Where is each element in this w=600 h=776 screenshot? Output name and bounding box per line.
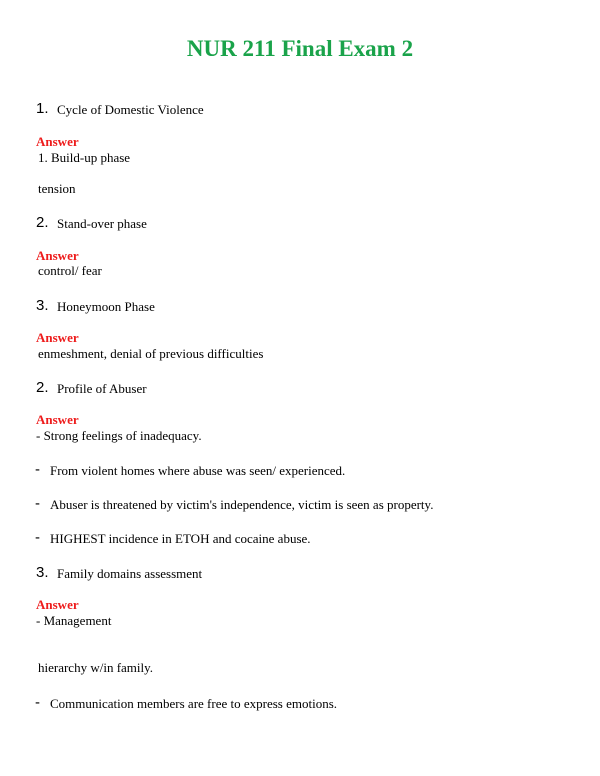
page-title: NUR 211 Final Exam 2 bbox=[186, 36, 414, 61]
question-text: Profile of Abuser bbox=[57, 381, 147, 396]
answer-text: control/ fear bbox=[38, 263, 102, 278]
question-text: Stand-over phase bbox=[57, 216, 147, 231]
answer-label: Answer bbox=[36, 597, 79, 612]
question-text: Cycle of Domestic Violence bbox=[57, 102, 204, 117]
question-number: 1. bbox=[36, 100, 49, 117]
answer-extra-text: tension bbox=[38, 181, 76, 196]
answer-text: - Strong feelings of inadequacy. bbox=[36, 428, 202, 443]
answer-text: 1. Build-up phase bbox=[38, 150, 131, 165]
question-text: Honeymoon Phase bbox=[57, 299, 155, 314]
question-number: 3. bbox=[36, 564, 49, 581]
bullet-dash: - bbox=[35, 495, 40, 512]
answer-label: Answer bbox=[36, 412, 79, 427]
question-number: 3. bbox=[36, 297, 49, 314]
answer-extra-text: hierarchy w/in family. bbox=[38, 660, 154, 675]
answer-label: Answer bbox=[36, 330, 79, 345]
question-text: Family domains assessment bbox=[57, 566, 203, 581]
bullet-dash: - bbox=[35, 461, 40, 478]
bullet-text: From violent homes where abuse was seen/ experienced. bbox=[50, 463, 346, 478]
question-number: 2. bbox=[36, 379, 49, 396]
answer-label: Answer bbox=[36, 134, 79, 149]
bullet-text: Communication members are free to express emotions. bbox=[50, 696, 338, 711]
question-number: 2. bbox=[36, 214, 49, 231]
answer-text: - Management bbox=[36, 613, 112, 628]
bullet-dash: - bbox=[35, 694, 40, 711]
bullet-dash: - bbox=[35, 529, 40, 546]
answer-label: Answer bbox=[36, 248, 79, 263]
answer-text: enmeshment, denial of previous difficulties bbox=[38, 346, 264, 361]
bullet-text: HIGHEST incidence in ETOH and cocaine abuse. bbox=[50, 531, 311, 546]
bullet-text: Abuser is threatened by victim's independence, victim is seen as property. bbox=[50, 497, 434, 512]
